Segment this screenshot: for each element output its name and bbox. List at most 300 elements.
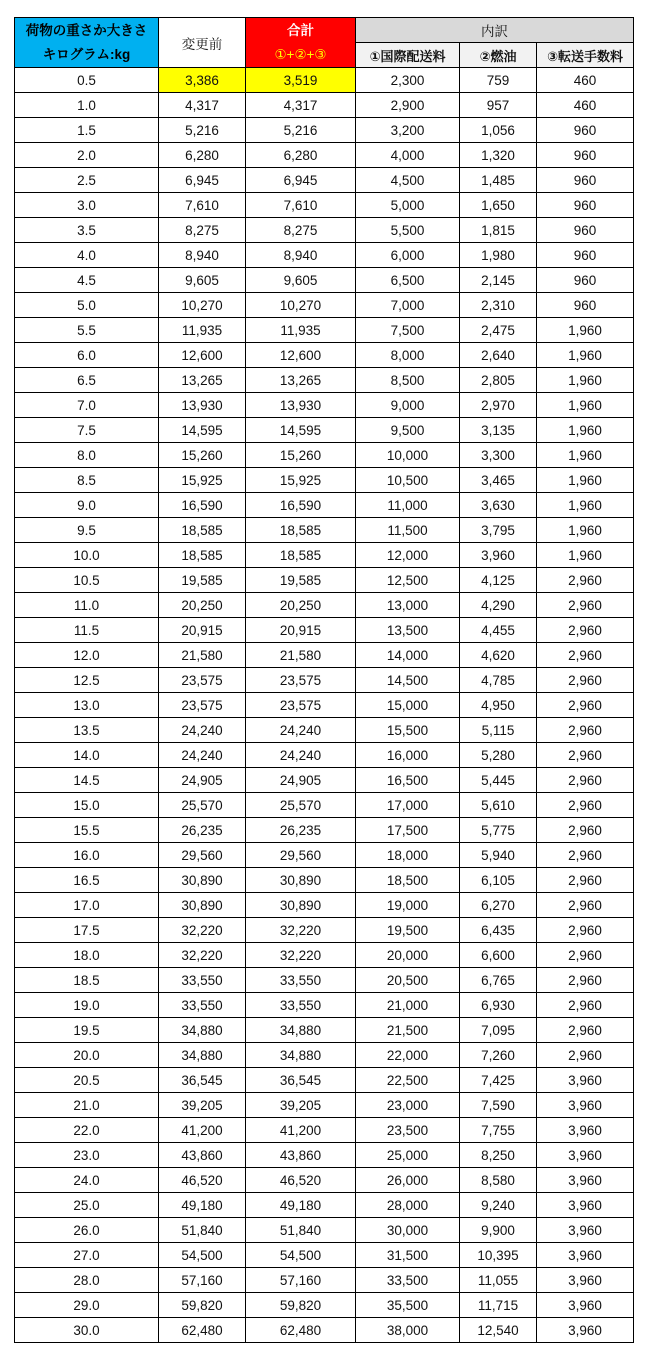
before-cell: 16,590 (159, 493, 246, 518)
transfer-cell: 2,960 (537, 618, 634, 643)
table-row (15, 893, 634, 918)
total-cell: 49,180 (246, 1193, 356, 1218)
before-cell: 34,880 (159, 1043, 246, 1068)
before-cell: 59,820 (159, 1293, 246, 1318)
total-cell: 24,240 (246, 743, 356, 768)
total-cell: 36,545 (246, 1068, 356, 1093)
total-header-line2: ①+②+③ (274, 46, 327, 62)
fuel-cell: 5,610 (460, 793, 537, 818)
weight-cell: 20.0 (15, 1043, 159, 1068)
intl-cell: 31,500 (356, 1243, 460, 1268)
before-cell: 34,880 (159, 1018, 246, 1043)
before-cell: 13,265 (159, 368, 246, 393)
intl-cell: 5,000 (356, 193, 460, 218)
weight-cell: 9.0 (15, 493, 159, 518)
table-row (15, 668, 634, 693)
before-cell: 29,560 (159, 843, 246, 868)
intl-cell: 10,500 (356, 468, 460, 493)
transfer-cell: 2,960 (537, 643, 634, 668)
total-cell: 18,585 (246, 543, 356, 568)
intl-shipping-header: ①国際配送料 (356, 43, 460, 68)
weight-cell: 17.5 (15, 918, 159, 943)
table-row (15, 443, 634, 468)
transfer-cell: 960 (537, 118, 634, 143)
intl-cell: 15,500 (356, 718, 460, 743)
total-cell: 13,930 (246, 393, 356, 418)
total-cell: 11,935 (246, 318, 356, 343)
transfer-cell: 960 (537, 168, 634, 193)
weight-cell: 1.5 (15, 118, 159, 143)
shipping-rate-table (14, 17, 634, 1343)
before-cell: 57,160 (159, 1268, 246, 1293)
weight-cell: 18.0 (15, 943, 159, 968)
fuel-cell: 6,930 (460, 993, 537, 1018)
before-cell: 51,840 (159, 1218, 246, 1243)
total-cell: 18,585 (246, 518, 356, 543)
before-cell: 24,240 (159, 718, 246, 743)
table-row (15, 243, 634, 268)
weight-cell: 13.5 (15, 718, 159, 743)
table-row (15, 1318, 634, 1343)
breakdown-header: 内訳 (356, 18, 634, 43)
weight-cell: 26.0 (15, 1218, 159, 1243)
before-cell: 36,545 (159, 1068, 246, 1093)
table-row (15, 493, 634, 518)
table-row (15, 118, 634, 143)
weight-cell: 9.5 (15, 518, 159, 543)
total-cell: 59,820 (246, 1293, 356, 1318)
intl-cell: 19,500 (356, 918, 460, 943)
transfer-cell: 3,960 (537, 1318, 634, 1343)
before-cell: 11,935 (159, 318, 246, 343)
total-cell: 46,520 (246, 1168, 356, 1193)
fuel-cell: 2,805 (460, 368, 537, 393)
fuel-cell: 957 (460, 93, 537, 118)
weight-cell: 2.0 (15, 143, 159, 168)
transfer-cell: 460 (537, 93, 634, 118)
fuel-cell: 2,475 (460, 318, 537, 343)
before-cell: 13,930 (159, 393, 246, 418)
table-row (15, 843, 634, 868)
fuel-cell: 7,095 (460, 1018, 537, 1043)
transfer-cell: 2,960 (537, 743, 634, 768)
total-cell: 43,860 (246, 1143, 356, 1168)
intl-cell: 14,500 (356, 668, 460, 693)
weight-cell: 14.0 (15, 743, 159, 768)
transfer-cell: 1,960 (537, 543, 634, 568)
transfer-cell: 2,960 (537, 718, 634, 743)
total-cell: 8,940 (246, 243, 356, 268)
before-cell: 46,520 (159, 1168, 246, 1193)
total-cell: 32,220 (246, 943, 356, 968)
before-cell: 33,550 (159, 968, 246, 993)
transfer-cell: 2,960 (537, 818, 634, 843)
intl-cell: 16,500 (356, 768, 460, 793)
before-cell: 9,605 (159, 268, 246, 293)
intl-cell: 13,500 (356, 618, 460, 643)
weight-cell: 19.0 (15, 993, 159, 1018)
fuel-cell: 3,135 (460, 418, 537, 443)
intl-cell: 7,500 (356, 318, 460, 343)
intl-cell: 33,500 (356, 1268, 460, 1293)
before-cell: 25,570 (159, 793, 246, 818)
transfer-cell: 2,960 (537, 668, 634, 693)
intl-cell: 9,000 (356, 393, 460, 418)
transfer-cell: 3,960 (537, 1293, 634, 1318)
weight-cell: 5.0 (15, 293, 159, 318)
fuel-cell: 8,250 (460, 1143, 537, 1168)
fuel-cell: 1,980 (460, 243, 537, 268)
table-row (15, 1218, 634, 1243)
fuel-cell: 4,290 (460, 593, 537, 618)
intl-cell: 11,500 (356, 518, 460, 543)
weight-cell: 10.5 (15, 568, 159, 593)
total-cell: 21,580 (246, 643, 356, 668)
intl-cell: 2,300 (356, 68, 460, 93)
fuel-cell: 11,055 (460, 1268, 537, 1293)
before-cell: 32,220 (159, 918, 246, 943)
before-cell: 7,610 (159, 193, 246, 218)
total-cell: 30,890 (246, 868, 356, 893)
weight-cell: 3.0 (15, 193, 159, 218)
transfer-fee-header: ③転送手数料 (537, 43, 634, 68)
table-row (15, 1168, 634, 1193)
before-cell: 24,905 (159, 768, 246, 793)
total-cell: 24,240 (246, 718, 356, 743)
weight-cell: 4.0 (15, 243, 159, 268)
transfer-cell: 1,960 (537, 418, 634, 443)
total-cell: 7,610 (246, 193, 356, 218)
intl-cell: 21,000 (356, 993, 460, 1018)
weight-cell: 4.5 (15, 268, 159, 293)
intl-cell: 8,000 (356, 343, 460, 368)
total-header (246, 18, 356, 68)
before-cell: 20,250 (159, 593, 246, 618)
transfer-cell: 2,960 (537, 693, 634, 718)
weight-cell: 6.0 (15, 343, 159, 368)
intl-cell: 22,000 (356, 1043, 460, 1068)
before-cell: 20,915 (159, 618, 246, 643)
fuel-cell: 1,320 (460, 143, 537, 168)
weight-cell: 11.0 (15, 593, 159, 618)
weight-cell: 22.0 (15, 1118, 159, 1143)
fuel-cell: 1,650 (460, 193, 537, 218)
weight-cell: 20.5 (15, 1068, 159, 1093)
transfer-cell: 2,960 (537, 843, 634, 868)
fuel-cell: 5,115 (460, 718, 537, 743)
transfer-cell: 2,960 (537, 918, 634, 943)
fuel-cell: 2,145 (460, 268, 537, 293)
table-row (15, 168, 634, 193)
transfer-cell: 960 (537, 143, 634, 168)
fuel-cell: 6,435 (460, 918, 537, 943)
before-cell: 30,890 (159, 868, 246, 893)
intl-cell: 22,500 (356, 1068, 460, 1093)
transfer-cell: 2,960 (537, 943, 634, 968)
weight-header (15, 18, 159, 68)
total-cell: 9,605 (246, 268, 356, 293)
fuel-cell: 3,465 (460, 468, 537, 493)
before-cell: 49,180 (159, 1193, 246, 1218)
intl-cell: 21,500 (356, 1018, 460, 1043)
before-cell: 30,890 (159, 893, 246, 918)
fuel-cell: 1,815 (460, 218, 537, 243)
transfer-cell: 1,960 (537, 518, 634, 543)
table-row (15, 218, 634, 243)
transfer-cell: 960 (537, 268, 634, 293)
table-row (15, 793, 634, 818)
total-cell: 62,480 (246, 1318, 356, 1343)
total-cell: 26,235 (246, 818, 356, 843)
intl-cell: 28,000 (356, 1193, 460, 1218)
fuel-cell: 3,960 (460, 543, 537, 568)
total-cell: 57,160 (246, 1268, 356, 1293)
before-cell: 15,925 (159, 468, 246, 493)
total-cell: 33,550 (246, 993, 356, 1018)
table-row (15, 818, 634, 843)
table-row (15, 318, 634, 343)
weight-cell: 7.0 (15, 393, 159, 418)
total-cell: 13,265 (246, 368, 356, 393)
total-cell: 8,275 (246, 218, 356, 243)
weight-cell: 21.0 (15, 1093, 159, 1118)
before-cell: 32,220 (159, 943, 246, 968)
table-row (15, 293, 634, 318)
fuel-cell: 4,950 (460, 693, 537, 718)
weight-cell: 8.0 (15, 443, 159, 468)
total-cell: 5,216 (246, 118, 356, 143)
fuel-cell: 7,425 (460, 1068, 537, 1093)
intl-cell: 23,000 (356, 1093, 460, 1118)
table-row (15, 393, 634, 418)
weight-cell: 17.0 (15, 893, 159, 918)
table-row (15, 68, 634, 93)
table-row (15, 993, 634, 1018)
table-row (15, 1243, 634, 1268)
fuel-cell: 5,940 (460, 843, 537, 868)
total-cell: 19,585 (246, 568, 356, 593)
before-cell: 54,500 (159, 1243, 246, 1268)
table-row (15, 343, 634, 368)
total-cell: 12,600 (246, 343, 356, 368)
intl-cell: 17,000 (356, 793, 460, 818)
weight-cell: 11.5 (15, 618, 159, 643)
fuel-cell: 10,395 (460, 1243, 537, 1268)
fuel-cell: 4,125 (460, 568, 537, 593)
total-cell: 41,200 (246, 1118, 356, 1143)
transfer-cell: 3,960 (537, 1168, 634, 1193)
fuel-cell: 3,630 (460, 493, 537, 518)
intl-cell: 18,000 (356, 843, 460, 868)
total-cell: 39,205 (246, 1093, 356, 1118)
table-row (15, 143, 634, 168)
intl-cell: 4,500 (356, 168, 460, 193)
intl-cell: 23,500 (356, 1118, 460, 1143)
weight-cell: 15.5 (15, 818, 159, 843)
total-cell: 30,890 (246, 893, 356, 918)
intl-cell: 4,000 (356, 143, 460, 168)
intl-cell: 15,000 (356, 693, 460, 718)
weight-cell: 5.5 (15, 318, 159, 343)
transfer-cell: 1,960 (537, 343, 634, 368)
transfer-cell: 960 (537, 218, 634, 243)
weight-cell: 15.0 (15, 793, 159, 818)
intl-cell: 5,500 (356, 218, 460, 243)
table-row (15, 743, 634, 768)
transfer-cell: 960 (537, 243, 634, 268)
transfer-cell: 2,960 (537, 993, 634, 1018)
weight-cell: 7.5 (15, 418, 159, 443)
total-cell: 34,880 (246, 1043, 356, 1068)
table-row (15, 968, 634, 993)
table-row (15, 518, 634, 543)
intl-cell: 30,000 (356, 1218, 460, 1243)
total-cell: 20,915 (246, 618, 356, 643)
intl-cell: 18,500 (356, 868, 460, 893)
total-cell: 15,925 (246, 468, 356, 493)
before-cell: 8,940 (159, 243, 246, 268)
weight-cell: 14.5 (15, 768, 159, 793)
before-cell: 18,585 (159, 543, 246, 568)
total-cell: 23,575 (246, 668, 356, 693)
fuel-cell: 4,455 (460, 618, 537, 643)
fuel-cell: 5,775 (460, 818, 537, 843)
weight-cell: 19.5 (15, 1018, 159, 1043)
before-cell: 21,580 (159, 643, 246, 668)
fuel-cell: 8,580 (460, 1168, 537, 1193)
weight-cell: 12.0 (15, 643, 159, 668)
transfer-cell: 960 (537, 293, 634, 318)
weight-cell: 12.5 (15, 668, 159, 693)
rate-table-body (15, 68, 634, 1343)
table-row (15, 643, 634, 668)
before-cell: 18,585 (159, 518, 246, 543)
fuel-cell: 9,900 (460, 1218, 537, 1243)
total-cell: 3,519 (246, 68, 356, 93)
total-cell: 4,317 (246, 93, 356, 118)
table-row (15, 1193, 634, 1218)
table-row (15, 568, 634, 593)
weight-cell: 27.0 (15, 1243, 159, 1268)
before-cell: 4,317 (159, 93, 246, 118)
fuel-cell: 4,785 (460, 668, 537, 693)
weight-cell: 10.0 (15, 543, 159, 568)
before-cell: 39,205 (159, 1093, 246, 1118)
transfer-cell: 3,960 (537, 1193, 634, 1218)
weight-cell: 3.5 (15, 218, 159, 243)
intl-cell: 3,200 (356, 118, 460, 143)
intl-cell: 20,000 (356, 943, 460, 968)
transfer-cell: 1,960 (537, 493, 634, 518)
total-cell: 15,260 (246, 443, 356, 468)
intl-cell: 9,500 (356, 418, 460, 443)
table-row (15, 868, 634, 893)
intl-cell: 8,500 (356, 368, 460, 393)
table-row (15, 1118, 634, 1143)
intl-cell: 12,000 (356, 543, 460, 568)
transfer-cell: 1,960 (537, 443, 634, 468)
intl-cell: 26,000 (356, 1168, 460, 1193)
fuel-cell: 7,260 (460, 1043, 537, 1068)
intl-cell: 6,000 (356, 243, 460, 268)
table-row (15, 1143, 634, 1168)
fuel-cell: 3,300 (460, 443, 537, 468)
table-row (15, 93, 634, 118)
fuel-cell: 2,970 (460, 393, 537, 418)
fuel-cell: 5,445 (460, 768, 537, 793)
table-row (15, 1268, 634, 1293)
intl-cell: 14,000 (356, 643, 460, 668)
intl-cell: 16,000 (356, 743, 460, 768)
transfer-cell: 2,960 (537, 568, 634, 593)
weight-cell: 28.0 (15, 1268, 159, 1293)
transfer-cell: 2,960 (537, 793, 634, 818)
total-cell: 54,500 (246, 1243, 356, 1268)
intl-cell: 13,000 (356, 593, 460, 618)
intl-cell: 17,500 (356, 818, 460, 843)
before-cell: 26,235 (159, 818, 246, 843)
fuel-cell: 7,590 (460, 1093, 537, 1118)
transfer-cell: 2,960 (537, 768, 634, 793)
table-row (15, 368, 634, 393)
fuel-cell: 6,105 (460, 868, 537, 893)
table-row (15, 618, 634, 643)
intl-cell: 2,900 (356, 93, 460, 118)
fuel-cell: 11,715 (460, 1293, 537, 1318)
before-cell: 6,945 (159, 168, 246, 193)
total-cell: 29,560 (246, 843, 356, 868)
transfer-cell: 3,960 (537, 1218, 634, 1243)
total-cell: 6,280 (246, 143, 356, 168)
before-cell: 23,575 (159, 693, 246, 718)
table-row (15, 768, 634, 793)
table-row (15, 268, 634, 293)
before-cell: 62,480 (159, 1318, 246, 1343)
table-row (15, 1018, 634, 1043)
total-header-line1: 合計 (287, 22, 314, 38)
fuel-cell: 3,795 (460, 518, 537, 543)
before-cell: 5,216 (159, 118, 246, 143)
total-cell: 16,590 (246, 493, 356, 518)
transfer-cell: 2,960 (537, 1043, 634, 1068)
intl-cell: 19,000 (356, 893, 460, 918)
weight-cell: 1.0 (15, 93, 159, 118)
weight-cell: 16.5 (15, 868, 159, 893)
table-row (15, 418, 634, 443)
intl-cell: 7,000 (356, 293, 460, 318)
table-row (15, 918, 634, 943)
weight-cell: 8.5 (15, 468, 159, 493)
before-cell: 12,600 (159, 343, 246, 368)
intl-cell: 10,000 (356, 443, 460, 468)
fuel-cell: 2,640 (460, 343, 537, 368)
table-row (15, 593, 634, 618)
fuel-cell: 4,620 (460, 643, 537, 668)
transfer-cell: 2,960 (537, 968, 634, 993)
table-row (15, 693, 634, 718)
weight-cell: 29.0 (15, 1293, 159, 1318)
weight-cell: 2.5 (15, 168, 159, 193)
before-cell: 24,240 (159, 743, 246, 768)
total-cell: 51,840 (246, 1218, 356, 1243)
fuel-header: ②燃油 (460, 43, 537, 68)
transfer-cell: 3,960 (537, 1243, 634, 1268)
transfer-cell: 1,960 (537, 368, 634, 393)
total-cell: 20,250 (246, 593, 356, 618)
table-row (15, 543, 634, 568)
fuel-cell: 6,600 (460, 943, 537, 968)
total-cell: 32,220 (246, 918, 356, 943)
